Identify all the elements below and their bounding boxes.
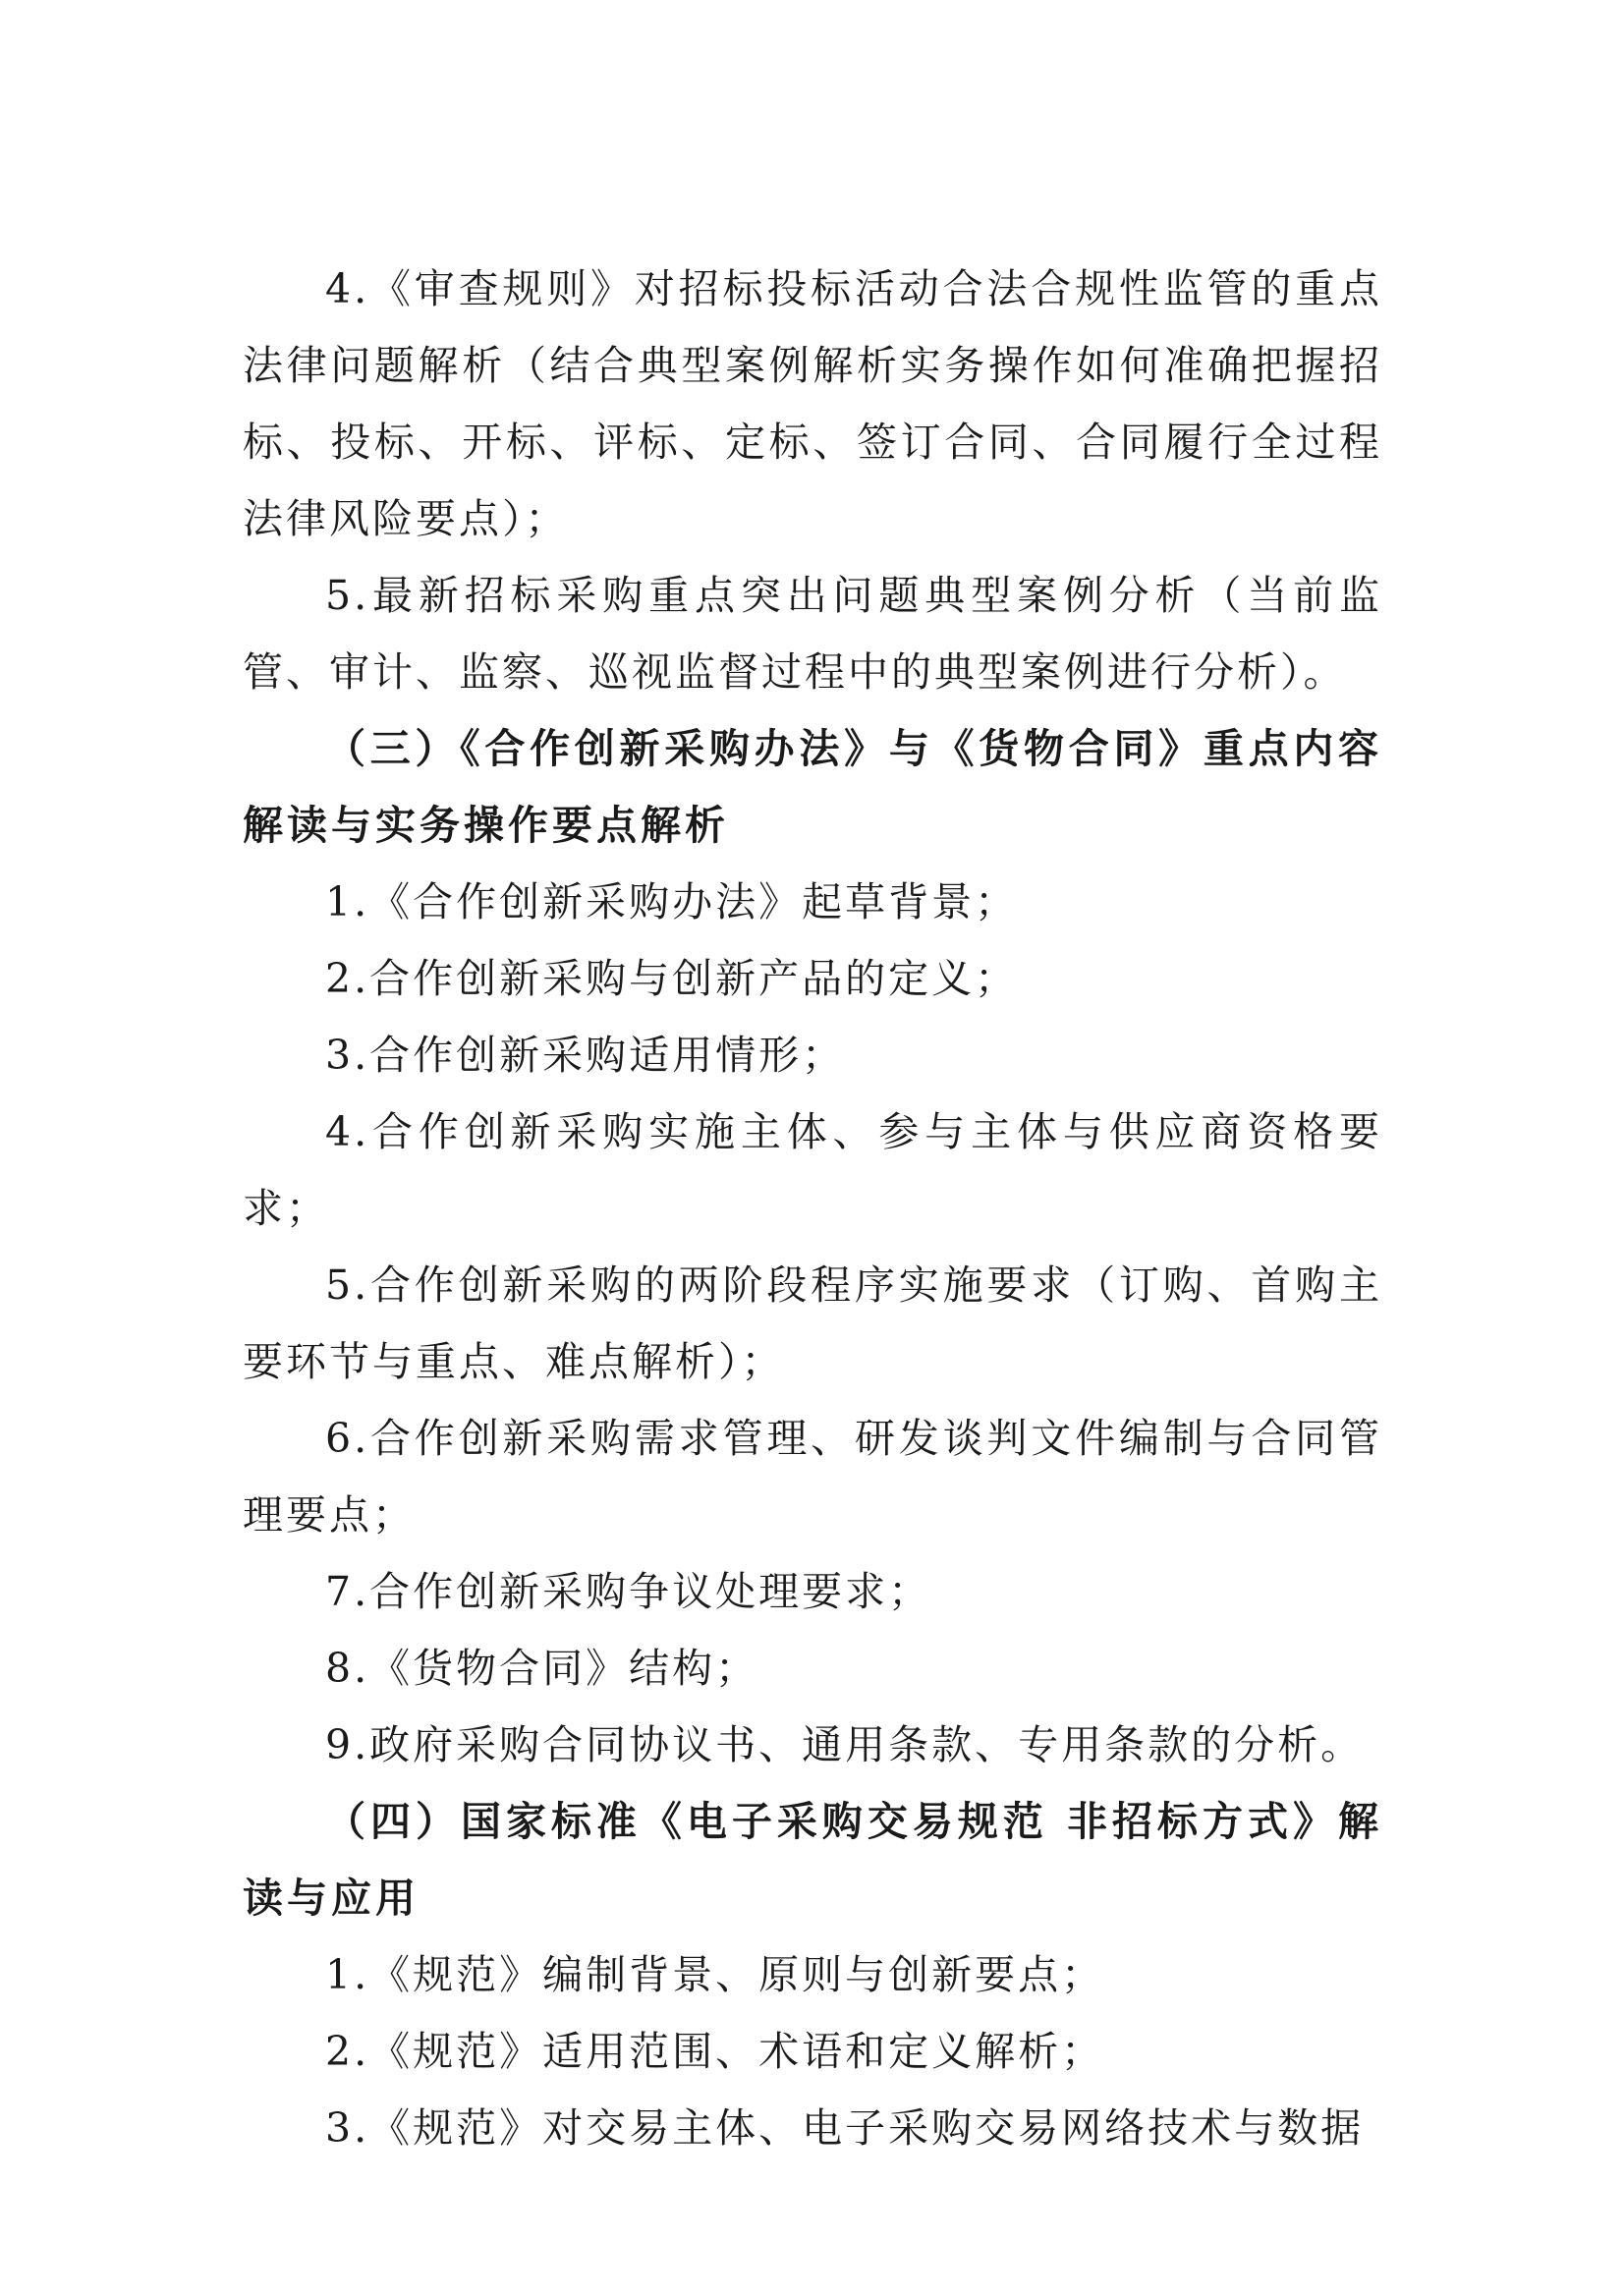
paragraph-item: 2.合作创新采购与创新产品的定义；	[325, 955, 1019, 1002]
paragraph-item: 7.合作创新采购争议处理要求；	[325, 1568, 932, 1615]
paragraph-item: 6.合作创新采购需求管理、研发谈判文件编制与合同管理要点；	[243, 1415, 1382, 1539]
section-heading: （四）国家标准《电子采购交易规范 非招标方式》解读与应用	[243, 1798, 1382, 1922]
paragraph-item: 8.《货物合同》结构；	[325, 1645, 759, 1692]
paragraph-item: 4.合作创新采购实施主体、参与主体与供应商资格要求；	[243, 1108, 1382, 1232]
paragraph-item: 9.政府采购合同协议书、通用条款、专用条款的分析。	[325, 1721, 1365, 1768]
paragraph-item: 5.合作创新采购的两阶段程序实施要求（订购、首购主要环节与重点、难点解析）；	[243, 1261, 1382, 1385]
paragraph-item: 1.《规范》编制背景、原则与创新要点；	[325, 1951, 1105, 1998]
section-heading: （三）《合作创新采购办法》与《货物合同》重点内容解读与实务操作要点解析	[243, 725, 1382, 849]
paragraph-item: 2.《规范》适用范围、术语和定义解析；	[325, 2028, 1105, 2075]
paragraph-item: 3.合作创新采购适用情形；	[325, 1032, 846, 1079]
paragraph-item: 3.《规范》对交易主体、电子采购交易网络技术与数据	[325, 2104, 1365, 2152]
document-body	[243, 251, 1382, 2166]
paragraph-item: 1.《合作创新采购办法》起草背景；	[325, 878, 1019, 925]
paragraph-item: 5.最新招标采购重点突出问题典型案例分析（当前监管、审计、监察、巡视监督过程中的典型案例进行分析）。	[243, 572, 1382, 696]
paragraph-item: 4.《审查规则》对招标投标活动合法合规性监管的重点法律问题解析（结合典型案例解析实务操作如何准确把握招标、投标、开标、评标、定标、签订合同、合同履行全过程法律风险要点）；	[243, 265, 1382, 542]
